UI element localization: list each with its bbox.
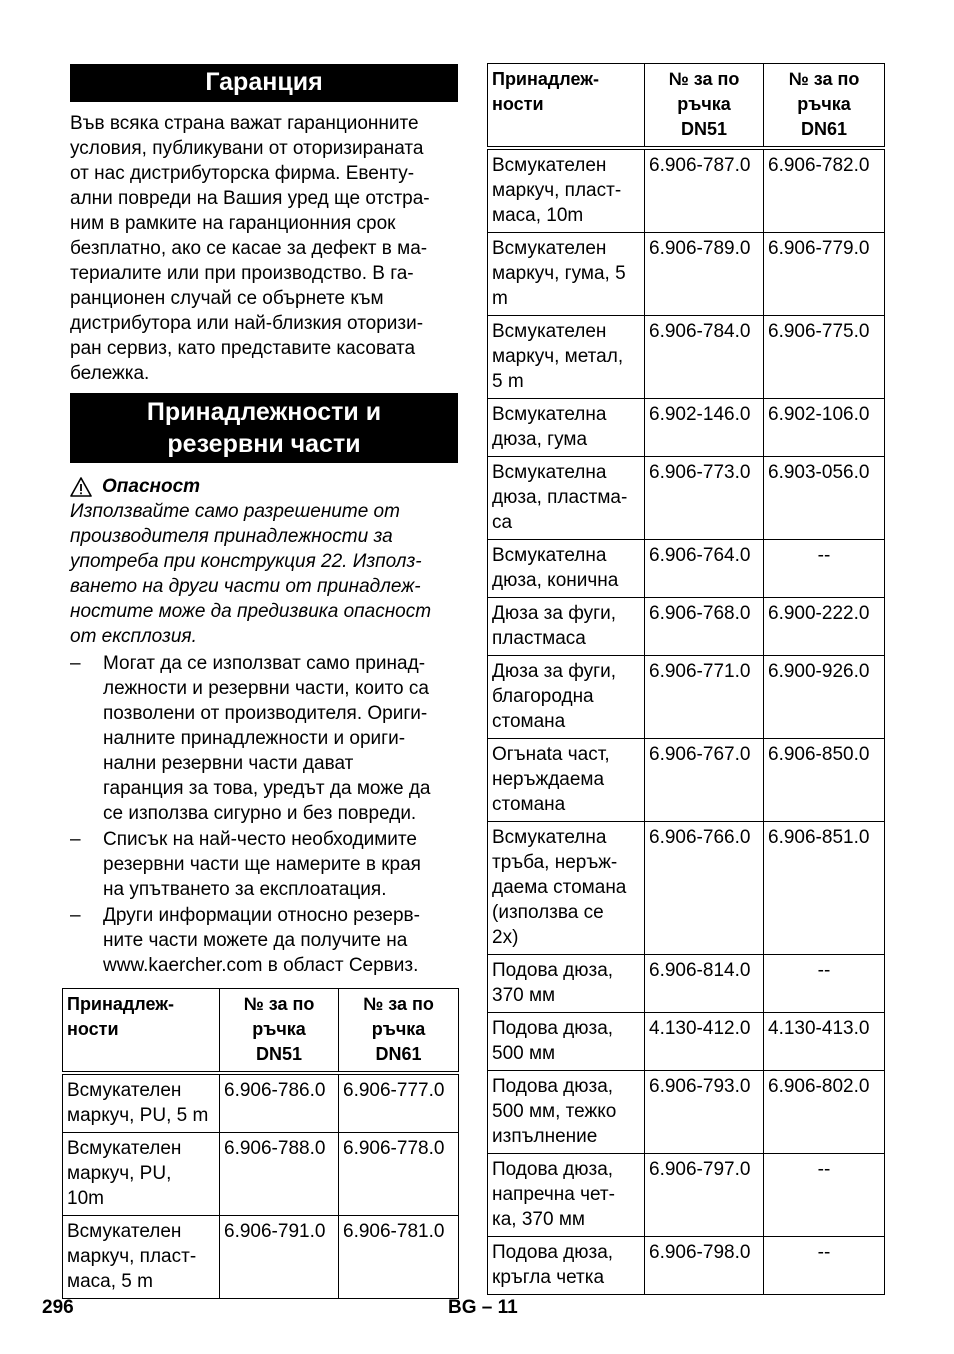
cell-dn51: 6.906-797.0	[645, 1154, 764, 1237]
cell-name: Всмукателна тръба, неръж- даема стомана (използва се 2x)	[488, 822, 645, 955]
cell-name: Огънаta част, неръждаема стомана	[488, 739, 645, 822]
cell-name: Подова дюза, напречна чет- ка, 370 мм	[488, 1154, 645, 1237]
table-row	[488, 1013, 885, 1071]
cell-dn61: --	[764, 540, 885, 598]
header-dn61: № за по ръчка DN61	[764, 64, 885, 149]
cell-name: Дюза за фуги, пластмаса	[488, 598, 645, 656]
cell-dn51: 6.906-814.0	[645, 955, 764, 1013]
cell-dn51: 6.906-789.0	[645, 233, 764, 316]
list-item	[70, 903, 458, 978]
table-row	[488, 822, 885, 955]
cell-dn51: 6.906-787.0	[645, 148, 764, 233]
cell-dn61: 6.906-802.0	[764, 1071, 885, 1154]
cell-dn61: 6.906-851.0	[764, 822, 885, 955]
cell-dn61: 6.900-926.0	[764, 656, 885, 739]
table-row	[488, 316, 885, 399]
cell-dn51: 6.906-784.0	[645, 316, 764, 399]
cell-dn51: 6.906-766.0	[645, 822, 764, 955]
table-row	[488, 1154, 885, 1237]
cell-dn51: 6.906-798.0	[645, 1237, 764, 1295]
cell-name: Подова дюза, 500 мм	[488, 1013, 645, 1071]
bullet-text: Списък на най-често необходимите резервни части ще намерите в края на упътването за експлоатация.	[103, 829, 421, 900]
danger-text: Използвайте само разрешените от производителя принадлежности за употреба при конструкция 22. Използ- ването на други части от принадлеж- ностите може да предизвика опасност от експлозия.	[70, 501, 432, 647]
bullet-dash: –	[70, 653, 81, 674]
table-row	[488, 457, 885, 540]
cell-dn61: --	[764, 1237, 885, 1295]
bullet-text: Други информации относно резерв- ните части можете да получите на www.kaercher.com в област Сервиз.	[103, 905, 420, 976]
list-item	[70, 827, 458, 902]
cell-dn61: 6.906-781.0	[339, 1216, 459, 1299]
list-item	[70, 651, 458, 826]
table-row	[488, 955, 885, 1013]
header-dn51: № за по ръчка DN51	[220, 989, 339, 1074]
table-row	[488, 656, 885, 739]
parts-table-left	[62, 988, 459, 1299]
cell-dn51: 6.906-768.0	[645, 598, 764, 656]
cell-name: Всмукателен маркуч, пласт- маса, 10m	[488, 148, 645, 233]
header-accessories: Принадлеж- ности	[488, 64, 645, 149]
table-header-row	[63, 989, 459, 1074]
header-dn61: № за по ръчка DN61	[339, 989, 459, 1074]
right-column	[487, 63, 884, 1295]
danger-heading	[70, 474, 458, 499]
table-row	[488, 1237, 885, 1295]
cell-dn61: 6.906-850.0	[764, 739, 885, 822]
cell-dn61: 6.906-779.0	[764, 233, 885, 316]
section-label: BG – 11	[448, 1297, 518, 1318]
cell-dn61: 6.900-222.0	[764, 598, 885, 656]
cell-name: Всмукателна дюза, конична	[488, 540, 645, 598]
cell-dn61: 6.903-056.0	[764, 457, 885, 540]
table-header-row	[488, 64, 885, 149]
cell-dn51: 6.906-791.0	[220, 1216, 339, 1299]
bullet-dash: –	[70, 829, 81, 850]
table-row	[488, 598, 885, 656]
warranty-heading: Гаранция	[70, 64, 458, 102]
cell-dn51: 6.906-771.0	[645, 656, 764, 739]
cell-dn61: 6.906-782.0	[764, 148, 885, 233]
table-row	[488, 540, 885, 598]
cell-dn51: 6.906-764.0	[645, 540, 764, 598]
cell-dn51: 6.902-146.0	[645, 399, 764, 457]
cell-dn51: 6.906-793.0	[645, 1071, 764, 1154]
table-row	[488, 233, 885, 316]
cell-name: Всмукателна дюза, гума	[488, 399, 645, 457]
accessories-heading-line2: резервни части	[167, 430, 361, 458]
cell-name: Всмукателен маркуч, метал, 5 m	[488, 316, 645, 399]
cell-dn61: 6.902-106.0	[764, 399, 885, 457]
table-row	[488, 1071, 885, 1154]
table-row	[488, 148, 885, 233]
cell-dn61: --	[764, 955, 885, 1013]
cell-name: Всмукателна дюза, пластма- са	[488, 457, 645, 540]
cell-name: Подова дюза, 500 мм, тежко изпълнение	[488, 1071, 645, 1154]
cell-dn61: 6.906-777.0	[339, 1073, 459, 1133]
header-dn51: № за по ръчка DN51	[645, 64, 764, 149]
cell-dn51: 4.130-412.0	[645, 1013, 764, 1071]
parts-table-right	[487, 63, 885, 1295]
table-row	[488, 399, 885, 457]
page-number: 296	[42, 1297, 74, 1318]
cell-name: Всмукателен маркуч, гума, 5 m	[488, 233, 645, 316]
cell-dn51: 6.906-788.0	[220, 1133, 339, 1216]
accessories-heading-line1: Принадлежности и	[146, 398, 382, 426]
left-column	[67, 64, 458, 1299]
cell-dn61: --	[764, 1154, 885, 1237]
cell-dn51: 6.906-767.0	[645, 739, 764, 822]
cell-dn61: 4.130-413.0	[764, 1013, 885, 1071]
cell-dn51: 6.906-786.0	[220, 1073, 339, 1133]
cell-dn61: 6.906-778.0	[339, 1133, 459, 1216]
bullet-text: Могат да се използват само принад- лежности и резервни части, които са позволени от производителя. Ориги- налните принадлежности и ориги- нални резервни части дават гаранция за това, уредът да може да се използва сигурно и без повреди.	[103, 653, 431, 824]
header-accessories: Принадлеж- ности	[63, 989, 220, 1074]
accessories-heading	[70, 393, 458, 463]
cell-name: Всмукателен маркуч, PU, 5 m	[63, 1073, 220, 1133]
table-row	[63, 1216, 459, 1299]
accessory-notes-list	[70, 651, 458, 978]
cell-name: Подова дюза, кръгла четка	[488, 1237, 645, 1295]
cell-name: Подова дюза, 370 мм	[488, 955, 645, 1013]
warning-triangle-icon	[70, 477, 92, 497]
cell-dn51: 6.906-773.0	[645, 457, 764, 540]
cell-dn61: 6.906-775.0	[764, 316, 885, 399]
table-row	[63, 1073, 459, 1133]
cell-name: Всмукателен маркуч, пласт- маса, 5 m	[63, 1216, 220, 1299]
table-row	[63, 1133, 459, 1216]
danger-label: Опасност	[102, 476, 201, 497]
cell-name: Дюза за фуги, благородна стомана	[488, 656, 645, 739]
warranty-text: Във всяка страна важат гаранционните условия, публикувани от оторизираната от нас дистрибуторска фирма. Евенту- ални повреди на Вашия уред ще отстра- ним в рамките на гаранционния срок безплатно, ако се касае за дефект в ма- териалите или при производство. В га- ранционен случай се обърнете към дистрибутора или най-близкия оторизи- ран сервиз, като представите касовата бележка.	[70, 113, 430, 384]
cell-name: Всмукателен маркуч, PU, 10m	[63, 1133, 220, 1216]
bullet-dash: –	[70, 905, 81, 926]
table-row	[488, 739, 885, 822]
